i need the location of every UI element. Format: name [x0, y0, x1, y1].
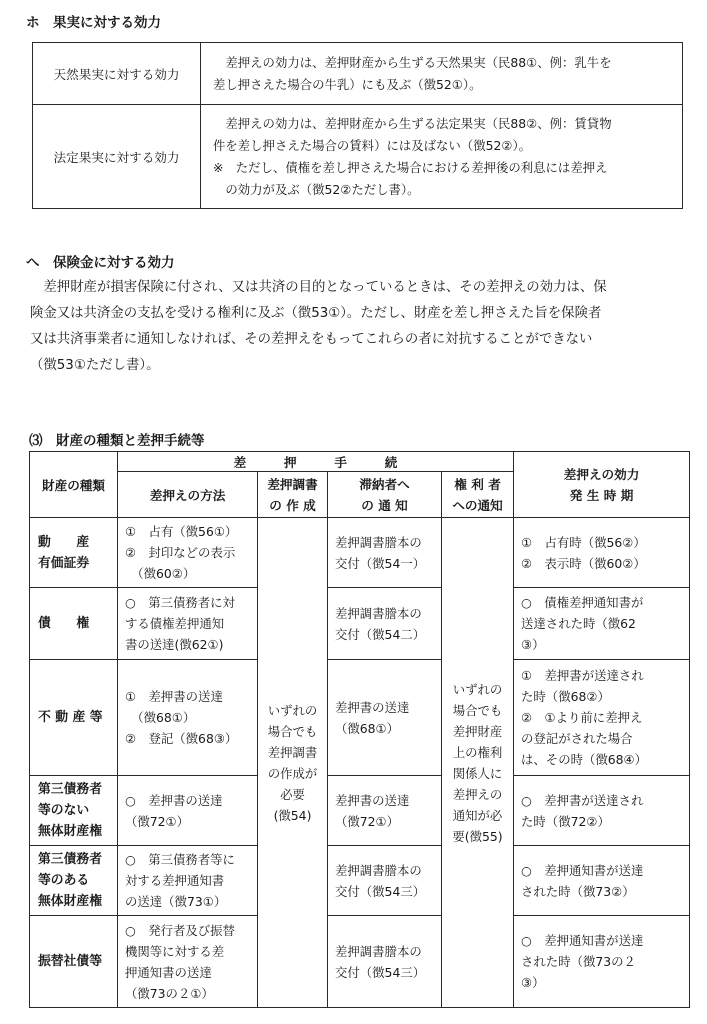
rights-common-cell: いずれの 場合でも 差押財産 上の権利 関係人に 差押えの 通知が必 要(徴55): [442, 518, 514, 1008]
header-kind: 財産の種類: [30, 452, 118, 518]
notice-cell: 差押書の送達 （徴68①）: [328, 660, 442, 776]
effect-cell: ○ 差押通知書が送達 された時（徴73の２ ③）: [514, 916, 690, 1008]
effect-cell: ① 占有時（徴56②） ② 表示時（徴60②）: [514, 518, 690, 588]
header-notice-delinquent: 滞納者へ の 通 知: [328, 472, 442, 518]
table-row: [33, 105, 683, 209]
header-record: 差押調書 の 作 成: [258, 472, 328, 518]
table-row: [33, 43, 683, 105]
seizure-procedure-table: [29, 451, 690, 1008]
natural-fruits-label: 天然果実に対する効力: [33, 43, 201, 105]
effect-cell: ① 差押書が送達され た時（徴68②） ② ①より前に差押え の登記がされた場合 は、その時（徴68④）: [514, 660, 690, 776]
header-procedure-group: 差 押 手 続: [118, 452, 514, 472]
method-cell: ○ 差押書の送達 （徴72①）: [118, 776, 258, 846]
header-method: 差押えの方法: [118, 472, 258, 518]
kind-intangible-with-third-party: 第三債務者 等のある 無体財産権: [30, 846, 118, 916]
effect-cell: ○ 差押書が送達され た時（徴72②）: [514, 776, 690, 846]
record-common-cell: いずれの 場合でも 差押調書 の作成が 必要 (徴54): [258, 518, 328, 1008]
notice-cell: 差押書の送達 （徴72①）: [328, 776, 442, 846]
natural-fruits-desc: 差押えの効力は、差押財産から生ずる天然果実（民88①、例：乳牛を 差し押さえた場合の牛乳）にも及ぶ（徴52①）。: [201, 43, 683, 105]
notice-cell: 差押調書謄本の 交付（徴54一）: [328, 518, 442, 588]
insurance-paragraph: 差押財産が損害保険に付され、又は共済の目的となっているときは、その差押えの効力は、保 険金又は共済金の支払を受ける権利に及ぶ（徴53①）。ただし、財産を差し押さえた旨を保険者 又は共済事業者に通知しなければ、その差押えをもってこれらの者に対抗することができない （徴53①ただし書）。: [30, 280, 607, 373]
fruits-effect-table: [32, 42, 683, 209]
table-row: [30, 846, 690, 916]
kind-movables: 動 産 有価証券: [30, 518, 118, 588]
legal-fruits-desc: 差押えの効力は、差押財産から生ずる法定果実（民88②、例：賃貸物 件を差し押さえた場合の賃料）には及ばない（徴52②）。 ※ ただし、債権を差し押さえた場合における差押後の利息には差押え の効力が及ぶ（徴52②ただし書）。: [201, 105, 683, 209]
section-he-heading: へ 保険金に対する効力: [26, 255, 175, 271]
method-cell: ① 占有（徴56①） ② 封印などの表示 （徴60②）: [118, 518, 258, 588]
kind-book-entry-bonds: 振替社債等: [30, 916, 118, 1008]
notice-cell: 差押調書謄本の 交付（徴54三）: [328, 916, 442, 1008]
table-row: [30, 588, 690, 660]
method-cell: ① 差押書の送達 （徴68①） ② 登記（徴68③）: [118, 660, 258, 776]
table-row: [30, 660, 690, 776]
header-notice-rights: 権 利 者 への通知: [442, 472, 514, 518]
method-cell: ○ 第三債務者等に 対する差押通知書 の送達（徴73①）: [118, 846, 258, 916]
kind-intangible-no-third-party: 第三債務者 等のない 無体財産権: [30, 776, 118, 846]
header-effect: 差押えの効力 発 生 時 期: [514, 452, 690, 518]
kind-real-estate: 不 動 産 等: [30, 660, 118, 776]
notice-cell: 差押調書謄本の 交付（徴54三）: [328, 846, 442, 916]
table-row: [30, 518, 690, 588]
table-row: [30, 916, 690, 1008]
kind-claims: 債 権: [30, 588, 118, 660]
effect-cell: ○ 債権差押通知書が 送達された時（徴62 ③）: [514, 588, 690, 660]
table-row: [30, 776, 690, 846]
section-3-heading: ⑶ 財産の種類と差押手続等: [29, 433, 205, 449]
method-cell: ○ 発行者及び振替 機関等に対する差 押通知書の送達 （徴73の２①）: [118, 916, 258, 1008]
method-cell: ○ 第三債務者に対 する債権差押通知 書の送達(徴62①): [118, 588, 258, 660]
effect-cell: ○ 差押通知書が送達 された時（徴73②）: [514, 846, 690, 916]
notice-cell: 差押調書謄本の 交付（徴54二）: [328, 588, 442, 660]
legal-fruits-label: 法定果実に対する効力: [33, 105, 201, 209]
section-ho-heading: ホ 果実に対する効力: [26, 15, 161, 31]
